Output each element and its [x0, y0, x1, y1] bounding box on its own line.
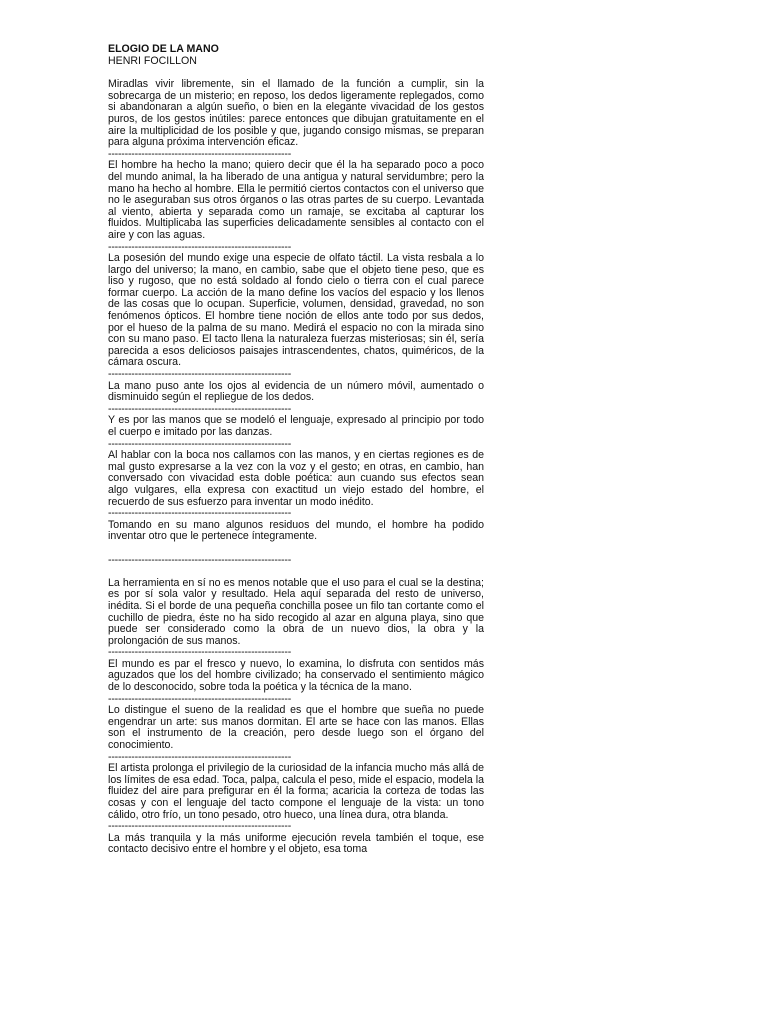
- paragraph: El mundo es par el fresco y nuevo, lo examina, lo disfruta con sentidos más aguzados que los del hombre civilizado; ha conservado el sentimiento mágico de lo desconocido, sobre toda la poética y la técnica de la mano.: [108, 657, 484, 694]
- section-separator: -------------------------------------------------------: [108, 403, 292, 415]
- section-separator: -------------------------------------------------------: [108, 508, 292, 520]
- section-separator: -------------------------------------------------------: [108, 647, 292, 659]
- paragraph: La mano puso ante los ojos al evidencia de un número móvil, aumentado o disminuido según el repliegue de los dedos.: [108, 379, 484, 404]
- section-separator: -------------------------------------------------------: [108, 241, 292, 253]
- paragraph: El hombre ha hecho la mano; quiero decir que él la ha separado poco a poco del mundo animal, la ha liberado de una antigua y natural servidumbre; pero la mano ha hecho al hombre. Ella le permitió ciertos contactos con el universo que no le aseguraban sus otros órganos o las otras partes de su cuerpo. Levantada al viento, abierta y separada como un ramaje, se excitaba al capturar los fluidos. Multiplicaba las superficies delicadamente sensibles al contacto con el aire y con las aguas.: [108, 159, 484, 241]
- paragraph: Y es por las manos que se modeló el lenguaje, expresado al principio por todo el cuerpo e imitado por las danzas.: [108, 414, 484, 438]
- paragraph: La posesión del mundo exige una especie de olfato táctil. La vista resbala a lo largo del universo; la mano, en cambio, sabe que el objeto tiene peso, que es liso y rugoso, que no está soldado al fondo cielo o tierra con el cual parece formar cuerpo. La acción de la mano define los vacíos del espacio y los llenos de las cosas que lo ocupan. Superficie, volumen, densidad, gravedad, no son fenómenos ópticos. El hombre tiene noción de ellos ante todo por sus dedos, por el hueso de la palma de su mano. Medirá el espacio no con la mirada sino con su mano paso. El tacto llena la naturaleza fuerzas misteriosas; sin él, sería parecida a esos deliciosos paisajes intrascendentes, chatos, quiméricos, de la cámara oscura.: [108, 252, 484, 369]
- section-separator: -------------------------------------------------------: [108, 148, 292, 160]
- paragraph: Al hablar con la boca nos callamos con las manos, y en ciertas regiones es de mal gusto expresarse a la vez con la voz y el gesto; en otras, en cambio, han conversado con vivacidad esta doble poética: aun cuando sus efectos sean algo vulgares, ella expresa con exactitud un viejo estado del hombre, el recuerdo de sus esfuerzo para inventar un modo inédito.: [108, 449, 484, 508]
- section-separator: -------------------------------------------------------: [108, 438, 292, 450]
- document-title: ELOGIO DE LA MANO: [108, 43, 219, 55]
- paragraph: Tomando en su mano algunos residuos del mundo, el hombre ha podido inventar otro que le pertenece íntegramente.: [108, 518, 484, 543]
- section-separator: -------------------------------------------------------: [108, 821, 292, 833]
- document-author: HENRI FOCILLON: [108, 54, 197, 67]
- paragraph: Miradlas vivir libremente, sin el llamado de la función a cumplir, sin la sobrecarga de un misterio; en reposo, los dedos ligeramente replegados, como si abandonaran a algún sueño, o bien en la elegante vivacidad de los gestos puros, de los gestos inútiles: parece entonces que dibujan gratuitamente en el aire la multiplicidad de los posible y que, jugando consigo mismas, se preparan para alguna próxima intervención eficaz.: [108, 78, 484, 149]
- section-separator: -------------------------------------------------------: [108, 369, 292, 381]
- section-separator: -------------------------------------------------------: [108, 751, 292, 763]
- paragraph: La más tranquila y la más uniforme ejecución revela también el toque, ese contacto decisivo entre el hombre y el objeto, esa toma: [108, 831, 484, 856]
- section-separator: -------------------------------------------------------: [108, 693, 292, 705]
- paragraph: El artista prolonga el privilegio de la curiosidad de la infancia mucho más allá de los límites de esa edad. Toca, palpa, calcula el peso, mide el espacio, modela la fluidez del aire para prefigurar en él la forma; acaricia la corteza de todas las cosas y con el lenguaje del tacto compone el lenguaje de la vista: un tono cálido, otro frío, un tono pesado, otro hueco, una línea dura, otra blanda.: [108, 762, 484, 821]
- paragraph: La herramienta en sí no es menos notable que el uso para el cual se la destina; es por sí sola valor y resultado. Hela aquí separada del resto de universo, inédita. Si el borde de una pequeña conchilla posee un filo tan cortante como el cuchillo de piedra, éste no ha sido recogido al azar en alguna playa, sino que puede ser considerado como la obra de un nuevo dios, la obra y la prolongación de sus manos.: [108, 576, 484, 647]
- document-page: [108, 44, 484, 856]
- paragraph: Lo distingue el sueno de la realidad es que el hombre que sueña no puede engendrar un arte: sus manos dormitan. El arte se hace con las manos. Ellas son el instrumento de la creación, pero desde luego son el órgano del conocimiento.: [108, 704, 484, 752]
- section-separator: -------------------------------------------------------: [108, 554, 292, 566]
